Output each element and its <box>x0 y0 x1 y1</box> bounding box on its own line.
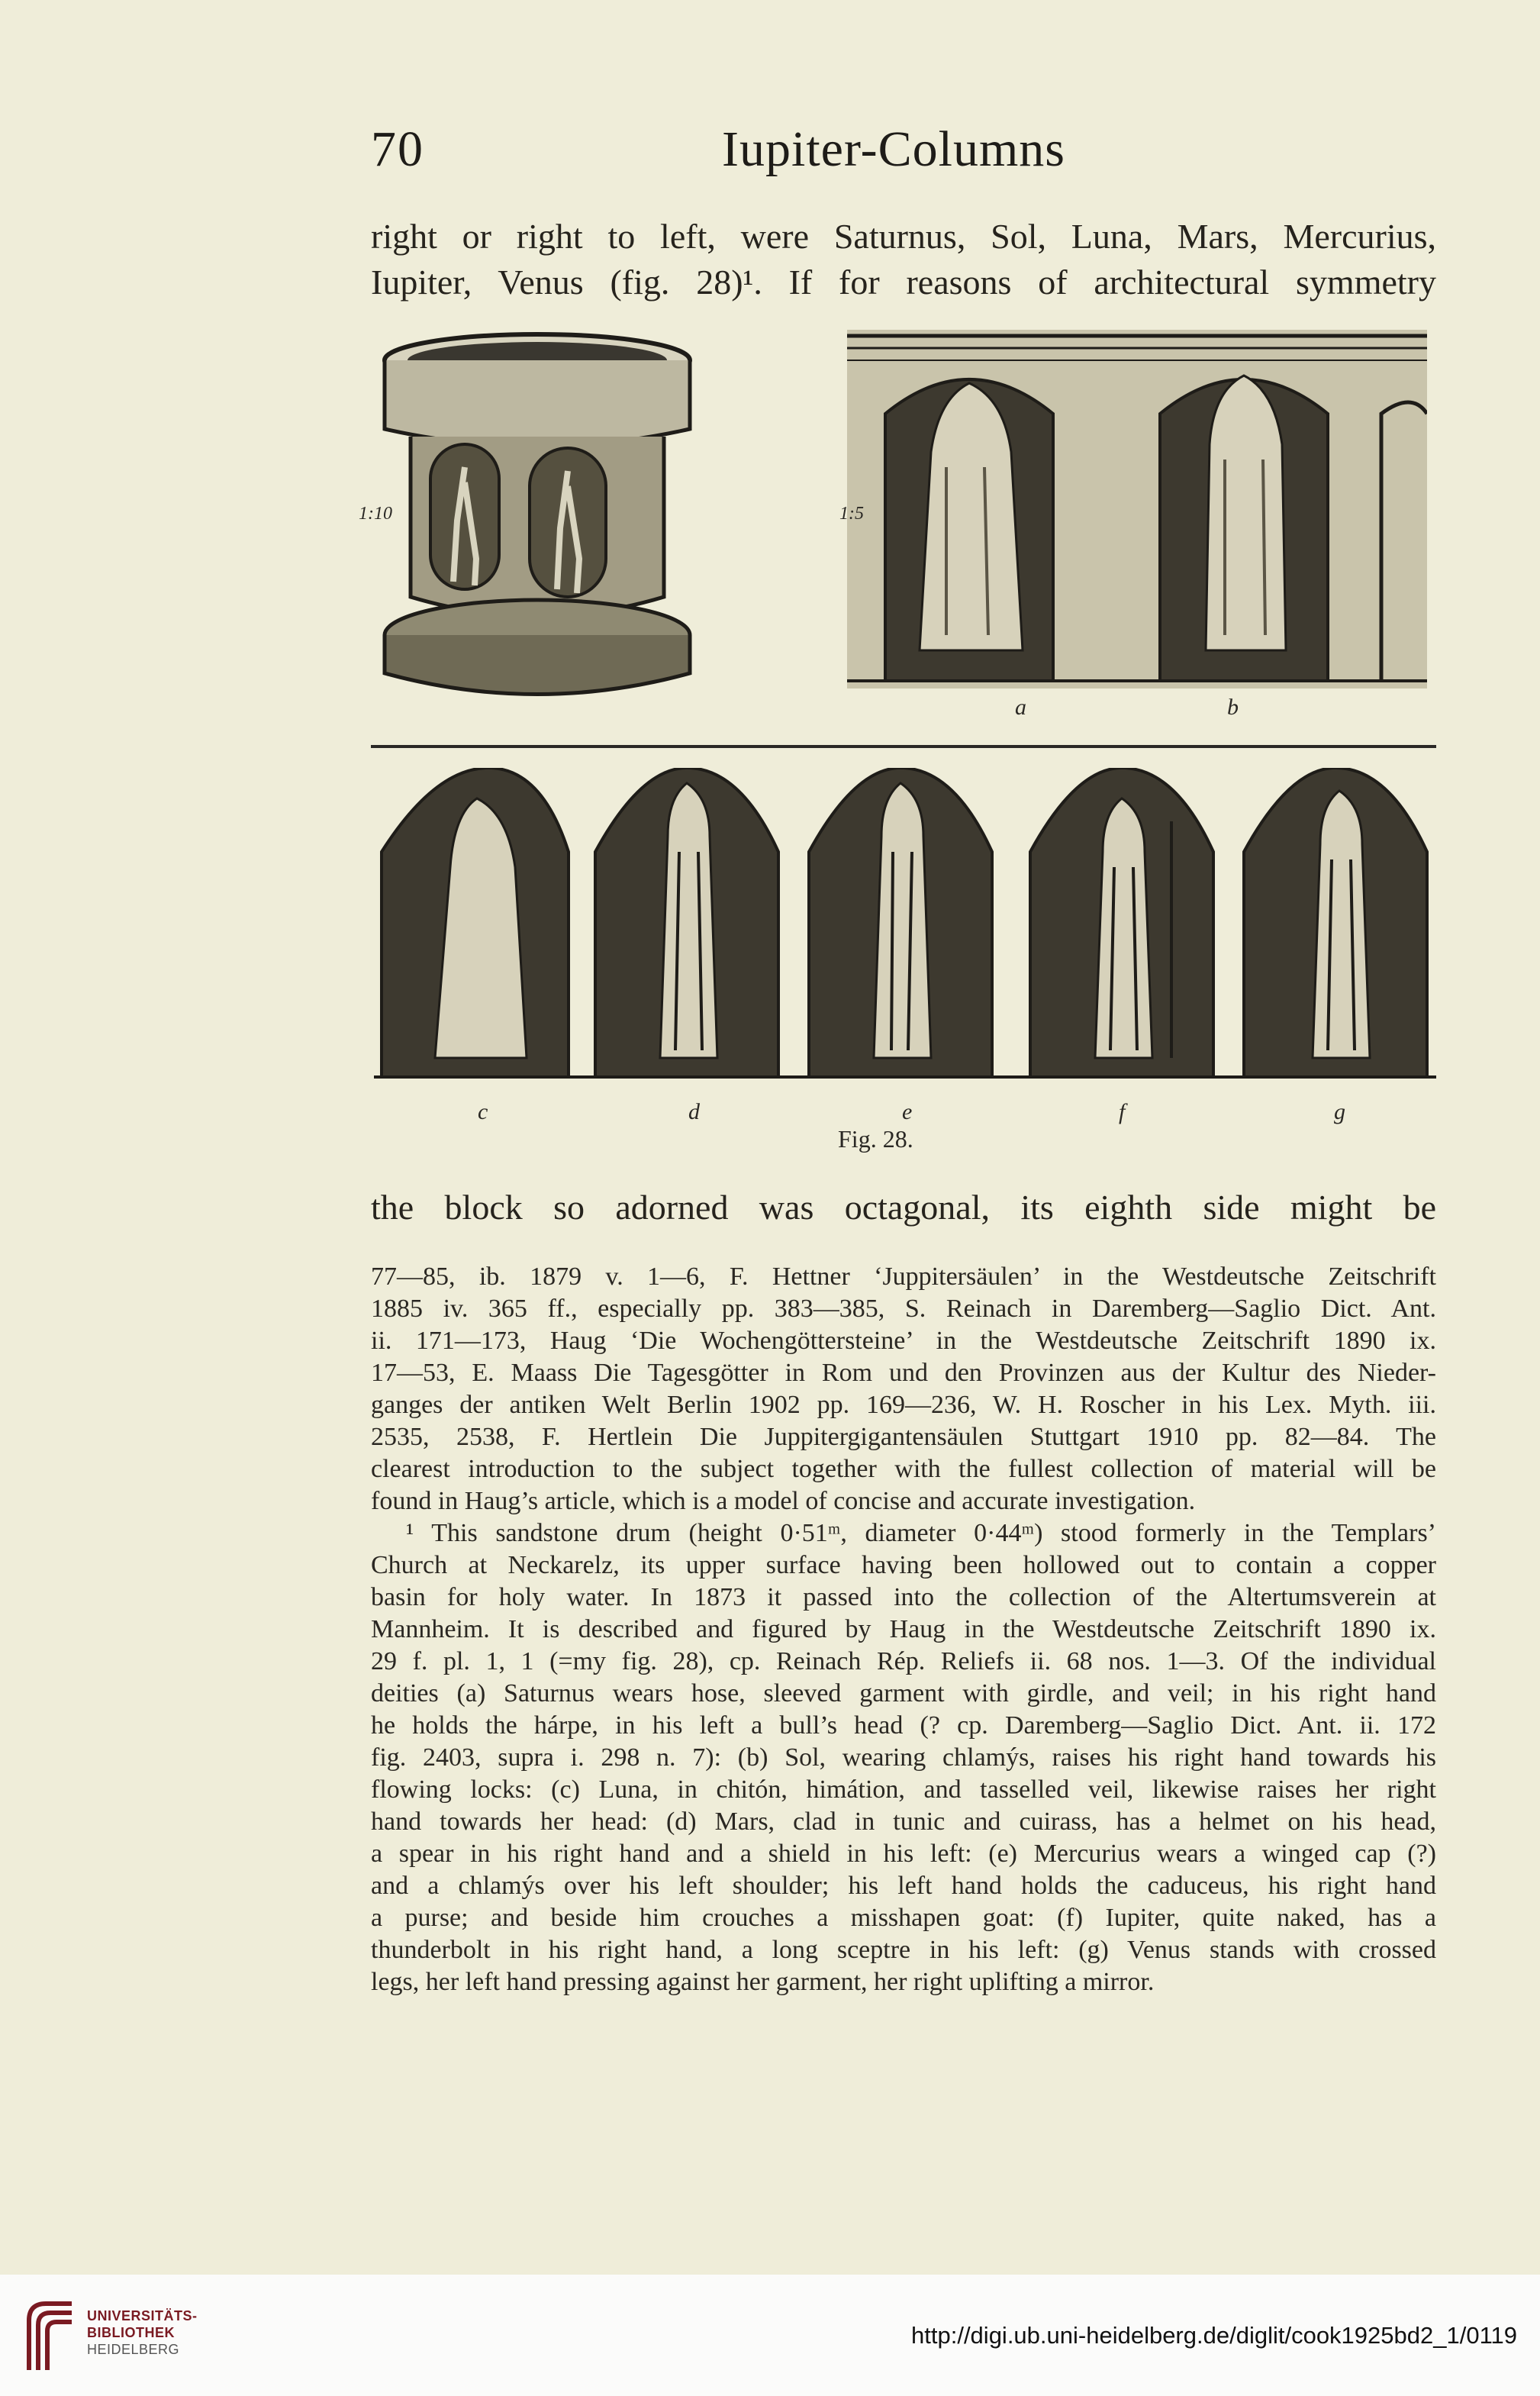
library-logo <box>21 2298 212 2381</box>
relief-letter-e: e <box>902 1099 913 1124</box>
source-url[interactable]: http://digi.ub.uni-heidelberg.de/diglit/cook1925bd2_1/0119 <box>911 2322 1517 2349</box>
footnote-line: fig. 2403, supra i. 298 n. 7): (b) Sol, wearing chlamýs, raises his right hand towards his <box>371 1743 1436 1772</box>
footnote-line: 77—85, ib. 1879 v. 1—6, F. Hettner ‘Juppitersäulen’ in the Westdeutsche Zeitschrift <box>371 1262 1436 1291</box>
footnote-line: ii. 171—173, Haug ‘Die Wochengöttersteine’ in the Westdeutsche Zeitschrift 1890 ix. <box>371 1327 1436 1355</box>
footnotes <box>371 1261 1436 1998</box>
relief-letter-a: a <box>1015 695 1026 720</box>
page-number: 70 <box>371 121 424 177</box>
footnote-line: Mannheim. It is described and figured by Haug in the Westdeutsche Zeitschrift 1890 ix. <box>371 1615 1436 1643</box>
scale-label-relief: 1:5 <box>839 504 864 524</box>
library-name-line-3: HEIDELBERG <box>87 2342 180 2357</box>
page-header <box>371 121 1436 189</box>
library-name-line-1: UNIVERSITÄTS- <box>87 2308 198 2323</box>
relief-letter-d: d <box>688 1099 700 1124</box>
footnote-line: thunderbolt in his right hand, a long sceptre in his left: (g) Venus stands with crossed <box>371 1936 1436 1964</box>
footnote-line: found in Haug’s article, which is a model of concise and accurate investigation. <box>371 1487 1196 1515</box>
relief-letter-c: c <box>478 1099 488 1124</box>
relief-letter-f: f <box>1119 1099 1126 1124</box>
figure-relief-a-b <box>847 330 1427 688</box>
footnote-line: basin for holy water. In 1873 it passed into the collection of the Altertumsverein at <box>371 1583 1436 1611</box>
body-line-1: right or right to left, were Saturnus, Sol, Luna, Mars, Mercurius, <box>371 217 1436 256</box>
figure-divider <box>371 745 1436 748</box>
body-line-3: the block so adorned was octagonal, its eighth side might be <box>371 1188 1436 1227</box>
footnote-line: 1885 iv. 365 ff., especially pp. 383—385, S. Reinach in Daremberg—Saglio Dict. Ant. <box>371 1295 1436 1323</box>
footnote-line: flowing locks: (c) Luna, in chitón, himátion, and tasselled veil, likewise raises her right <box>371 1775 1436 1804</box>
library-name-line-2: BIBLIOTHEK <box>87 2325 175 2340</box>
figure-drum-illustration <box>377 330 698 711</box>
footnote-line: 17—53, E. Maass Die Tagesgötter in Rom und den Provinzen aus der Kultur des Nieder- <box>371 1359 1436 1387</box>
footnote-line: 2535, 2538, F. Hertlein Die Juppitergigantensäulen Stuttgart 1910 pp. 82—84. The <box>371 1423 1436 1451</box>
footnote-line: legs, her left hand pressing against her garment, her right uplifting a mirror. <box>371 1968 1155 1996</box>
running-head: Iupiter-Columns <box>722 121 1065 177</box>
scale-label-drum: 1:10 <box>359 504 392 524</box>
footnote-line: ganges der antiken Welt Berlin 1902 pp. 169—236, W. H. Roscher in his Lex. Myth. iii. <box>371 1391 1436 1419</box>
footnote-line: 29 f. pl. 1, 1 (=my fig. 28), cp. Reinach Rép. Reliefs ii. 68 nos. 1—3. Of the individual <box>371 1647 1436 1675</box>
figure-caption: Fig. 28. <box>838 1125 913 1153</box>
relief-letter-b: b <box>1227 695 1239 720</box>
footnote-line: a spear in his right hand and a shield in his left: (e) Mercurius wears a winged cap (?) <box>371 1840 1436 1868</box>
footnote-line: deities (a) Saturnus wears hose, sleeved garment with girdle, and veil; in his right hand <box>371 1679 1436 1708</box>
relief-letter-g: g <box>1334 1099 1345 1124</box>
library-logo-icon <box>21 2298 79 2374</box>
footnote-line: clearest introduction to the subject together with the fullest collection of material will be <box>371 1455 1436 1483</box>
footnote-line: he holds the hárpe, in his left a bull’s head (? cp. Daremberg—Saglio Dict. Ant. ii. 172 <box>371 1711 1436 1740</box>
footnote-line: ¹ This sandstone drum (height 0·51ᵐ, diameter 0·44ᵐ) stood formerly in the Templars’ <box>406 1519 1436 1547</box>
footnote-line: hand towards her head: (d) Mars, clad in tunic and cuirass, has a helmet on his head, <box>371 1807 1436 1836</box>
footnote-line: and a chlamýs over his left shoulder; his left hand holds the caduceus, his right hand <box>371 1872 1436 1900</box>
figure-reliefs-c-g <box>374 768 1436 1081</box>
footnote-line: Church at Neckarelz, its upper surface having been hollowed out to contain a copper <box>371 1551 1436 1579</box>
body-line-2: Iupiter, Venus (fig. 28)¹. If for reasons of architectural symmetry <box>371 263 1436 302</box>
footnote-line: a purse; and beside him crouches a misshapen goat: (f) Iupiter, quite naked, has a <box>371 1904 1436 1932</box>
